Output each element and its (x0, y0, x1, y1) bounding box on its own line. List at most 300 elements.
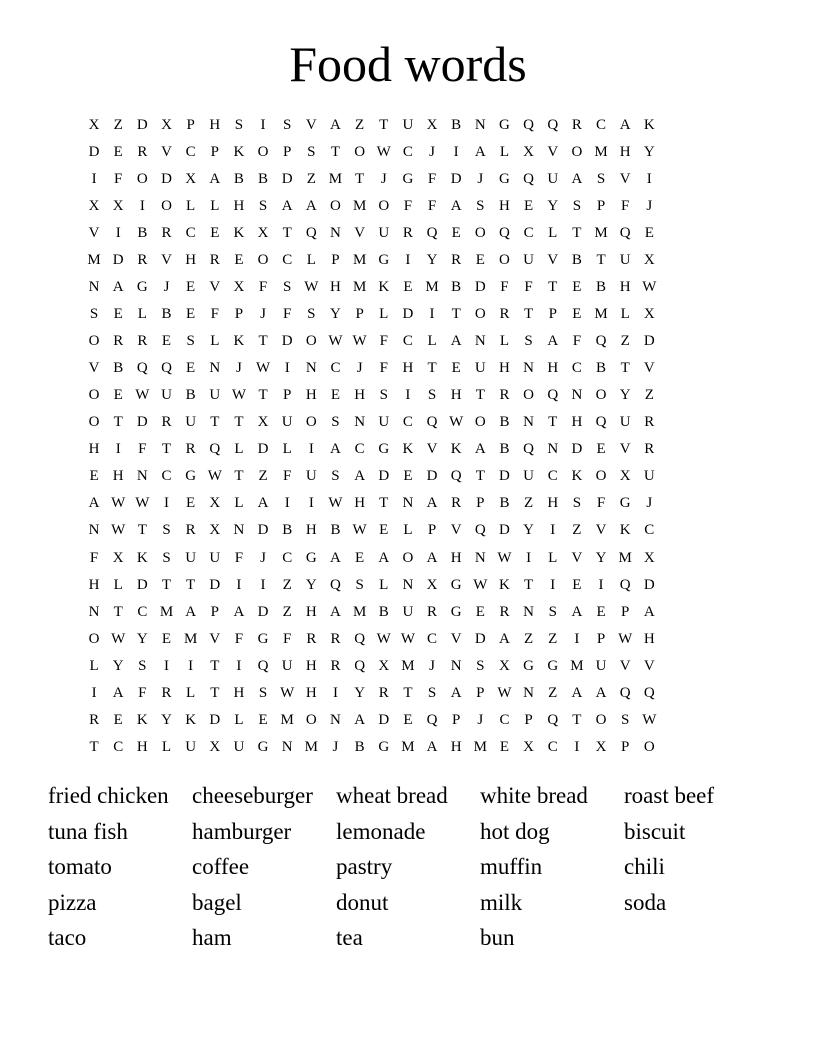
grid-letter: A (354, 711, 366, 728)
grid-letter: Q (257, 657, 269, 674)
grid-letter: Q (426, 711, 438, 728)
grid-letter: H (499, 198, 510, 215)
grid-letter: R (137, 144, 148, 161)
grid-letter: T (379, 495, 389, 512)
grid-letter: T (210, 684, 220, 701)
grid-letter: X (643, 549, 655, 566)
grid-letter: A (233, 603, 245, 620)
grid-letter: D (450, 171, 462, 188)
grid-letter: X (88, 117, 100, 134)
grid-letter: R (185, 441, 196, 458)
grid-letter: D (281, 171, 293, 188)
grid-letter: M (87, 252, 101, 269)
grid-letter: P (210, 603, 219, 620)
grid-letter: E (379, 522, 389, 539)
grid-letter: Q (136, 360, 148, 377)
grid-letter: P (476, 495, 485, 512)
grid-letter: Z (548, 684, 558, 701)
grid-letter: Q (619, 225, 631, 242)
grid-letter: C (330, 360, 341, 377)
grid-letter: A (112, 684, 124, 701)
grid-letter: F (427, 198, 437, 215)
grid-letter: A (450, 198, 462, 215)
grid-letter: B (161, 306, 172, 323)
grid-letter: S (331, 414, 340, 431)
grid-letter: Q (523, 117, 535, 134)
grid-letter: A (595, 684, 607, 701)
grid-letter: S (258, 198, 268, 215)
grid-letter: T (524, 576, 534, 593)
grid-letter: D (281, 333, 293, 350)
grid-letter: N (523, 360, 535, 377)
grid-letter: J (356, 360, 363, 377)
grid-letter: O (257, 252, 269, 269)
grid-letter: G (257, 630, 269, 647)
grid-letter: Y (112, 657, 124, 674)
grid-letter: X (112, 549, 124, 566)
grid-letter: H (571, 414, 583, 431)
grid-letter: C (113, 738, 124, 755)
grid-letter: B (233, 171, 244, 188)
grid-letter: B (451, 279, 462, 296)
grid-letter: K (643, 117, 655, 134)
grid-letter: V (595, 522, 607, 539)
grid-letter: E (403, 279, 413, 296)
grid-letter: W (352, 522, 367, 539)
grid-letter: H (233, 198, 245, 215)
grid-letter: C (402, 144, 413, 161)
grid-letter: P (620, 603, 630, 620)
grid-letter: A (330, 549, 341, 566)
grid-letter: F (379, 333, 388, 350)
grid-letter: E (113, 711, 123, 728)
grid-letter: A (474, 441, 486, 458)
grid-letter: O (88, 414, 100, 431)
grid-letter: H (88, 441, 100, 458)
grid-letter: C (596, 117, 607, 134)
grid-letter: W (352, 333, 367, 350)
grid-letter: T (161, 441, 172, 458)
word-bank-item: fried chicken (48, 783, 169, 808)
grid-letter: D (474, 279, 486, 296)
grid-letter: N (474, 117, 486, 134)
grid-letter: D (402, 306, 414, 323)
grid-letter: G (547, 657, 559, 674)
grid-letter: H (305, 657, 317, 674)
grid-letter: A (619, 117, 631, 134)
grid-letter: S (427, 387, 437, 404)
grid-letter: Q (499, 225, 510, 242)
grid-letter: I (91, 684, 97, 701)
grid-letter: Q (547, 387, 559, 404)
grid-letter: W (376, 630, 391, 647)
grid-row (82, 301, 734, 328)
grid-letter: O (402, 549, 414, 566)
grid-letter: P (355, 306, 364, 323)
grid-letter: V (619, 171, 631, 188)
grid-letter: N (209, 360, 221, 377)
grid-letter: M (570, 657, 584, 674)
grid-letter: I (139, 198, 145, 215)
grid-letter: A (571, 684, 583, 701)
grid-letter: L (548, 225, 558, 242)
grid-letter: V (450, 522, 462, 539)
grid-letter: W (304, 279, 319, 296)
grid-letter: M (352, 603, 367, 620)
grid-letter: W (135, 495, 150, 512)
grid-letter: S (307, 306, 316, 323)
grid-letter: E (451, 225, 461, 242)
grid-letter: X (112, 198, 124, 215)
grid-letter: R (427, 603, 438, 620)
grid-letter: J (477, 171, 484, 188)
grid-letter: S (283, 117, 292, 134)
grid-letter: J (429, 144, 435, 161)
grid-letter: R (644, 441, 655, 458)
grid-letter: R (451, 252, 462, 269)
grid-letter: F (620, 198, 630, 215)
grid-letter: R (137, 252, 148, 269)
grid-letter: V (161, 144, 172, 161)
grid-letter: J (332, 738, 339, 755)
grid-letter: U (595, 657, 607, 674)
grid-letter: F (524, 279, 533, 296)
grid-letter: Y (426, 252, 438, 269)
grid-letter: U (185, 738, 197, 755)
grid-letter: X (209, 738, 221, 755)
grid-letter: U (305, 468, 317, 485)
grid-letter: U (619, 252, 631, 269)
grid-row (82, 599, 734, 626)
grid-letter: Q (330, 576, 341, 593)
grid-letter: B (282, 522, 293, 539)
grid-letter: P (476, 684, 485, 701)
grid-letter: T (258, 387, 268, 404)
grid-letter: N (281, 738, 293, 755)
grid-letter: I (550, 576, 556, 593)
grid-letter: G (523, 657, 535, 674)
grid-letter: V (547, 144, 559, 161)
grid-letter: R (402, 225, 413, 242)
grid-letter: V (209, 630, 221, 647)
grid-letter: N (330, 711, 341, 728)
grid-letter: R (330, 657, 341, 674)
grid-letter: S (307, 144, 316, 161)
grid-letter: O (136, 171, 148, 188)
grid-letter: I (260, 576, 266, 593)
word-bank-item: coffee (192, 854, 250, 880)
grid-letter: I (308, 495, 314, 512)
grid-letter: T (572, 225, 582, 242)
grid-letter: Z (306, 171, 316, 188)
grid-letter: T (282, 225, 292, 242)
grid-letter: G (619, 495, 631, 512)
grid-letter: K (136, 549, 148, 566)
grid-letter: I (598, 576, 604, 593)
word-bank-item: milk (480, 889, 523, 915)
grid-letter: E (475, 252, 485, 269)
grid-letter: P (596, 198, 606, 215)
grid-letter: S (476, 657, 485, 674)
word-bank-item: pizza (48, 889, 97, 915)
grid-letter: T (548, 414, 558, 431)
grid-letter: M (328, 171, 343, 188)
grid-letter: K (233, 333, 245, 350)
grid-letter: Y (136, 630, 148, 647)
grid-letter: D (88, 144, 100, 161)
grid-letter: T (330, 144, 341, 161)
grid-letter: R (571, 117, 582, 134)
grid-letter: K (233, 144, 245, 161)
grid-letter: V (643, 657, 655, 674)
grid-letter: M (594, 144, 608, 161)
grid-letter: Q (354, 657, 366, 674)
grid-letter: S (162, 522, 171, 539)
grid-letter: K (136, 711, 148, 728)
grid-letter: C (137, 603, 148, 620)
word-bank-item: tuna fish (48, 818, 128, 844)
grid-letter: M (401, 738, 415, 755)
grid-letter: Q (354, 630, 366, 647)
grid-letter: V (643, 360, 655, 377)
grid-letter: R (137, 333, 148, 350)
grid-letter: A (426, 549, 438, 566)
grid-letter: G (450, 576, 462, 593)
grid-letter: Z (282, 603, 292, 620)
grid-letter: K (402, 441, 414, 458)
grid-letter: R (306, 630, 317, 647)
grid-letter: N (474, 333, 486, 350)
grid-letter: F (500, 279, 509, 296)
grid-letter: C (499, 711, 510, 728)
grid-letter: H (450, 549, 462, 566)
grid-letter: H (112, 468, 124, 485)
grid-letter: W (207, 468, 222, 485)
grid-letter: B (354, 738, 365, 755)
grid-letter: K (450, 441, 462, 458)
grid-letter: Q (547, 711, 559, 728)
grid-letter: S (476, 198, 485, 215)
grid-letter: L (137, 306, 147, 323)
grid-letter: I (284, 495, 290, 512)
grid-letter: C (427, 630, 438, 647)
grid-letter: F (283, 630, 292, 647)
grid-letter: F (138, 441, 147, 458)
grid-letter: J (235, 360, 242, 377)
grid-letter: H (450, 738, 462, 755)
word-bank-item: lemonade (336, 818, 426, 844)
grid-letter: B (378, 603, 389, 620)
grid-letter: S (355, 576, 364, 593)
grid-letter: G (185, 468, 197, 485)
grid-letter: U (547, 171, 559, 188)
grid-letter: E (475, 603, 485, 620)
grid-row (82, 112, 734, 139)
grid-letter: O (595, 468, 607, 485)
grid-letter: M (352, 252, 367, 269)
grid-letter: X (619, 468, 631, 485)
grid-letter: B (596, 279, 607, 296)
grid-letter: M (618, 549, 632, 566)
grid-row (82, 220, 734, 247)
grid-letter: Q (450, 468, 462, 485)
grid-letter: N (233, 522, 245, 539)
grid-letter: B (499, 414, 510, 431)
grid-letter: Q (474, 522, 486, 539)
grid-letter: A (185, 603, 197, 620)
grid-letter: D (426, 468, 438, 485)
grid-letter: D (499, 522, 510, 539)
grid-letter: A (450, 333, 462, 350)
grid-letter: Z (524, 495, 534, 512)
grid-letter: E (596, 441, 606, 458)
grid-letter: E (186, 279, 196, 296)
grid-letter: U (378, 414, 390, 431)
grid-letter: E (403, 711, 413, 728)
grid-letter: V (88, 360, 100, 377)
word-bank-item: hamburger (192, 818, 292, 844)
grid-letter: W (328, 333, 343, 350)
grid-letter: I (646, 171, 652, 188)
grid-letter: W (497, 549, 512, 566)
grid-letter: R (89, 711, 100, 728)
grid-letter: T (403, 684, 413, 701)
grid-letter: O (161, 198, 172, 215)
grid-letter: K (185, 711, 197, 728)
grid-letter: S (89, 306, 99, 323)
grid-letter: N (88, 522, 100, 539)
grid-letter: Y (523, 522, 535, 539)
grid-letter: M (352, 198, 367, 215)
grid-letter: I (429, 306, 435, 323)
grid-letter: Z (113, 117, 123, 134)
grid-letter: R (209, 252, 220, 269)
grid-letter: W (400, 630, 415, 647)
grid-letter: Z (572, 522, 582, 539)
grid-letter: T (113, 414, 123, 431)
grid-letter: X (523, 144, 535, 161)
grid-letter: S (138, 657, 147, 674)
grid-letter: D (209, 711, 221, 728)
grid-letter: Y (619, 387, 631, 404)
grid-letter: S (548, 603, 557, 620)
grid-letter: E (186, 495, 196, 512)
grid-letter: V (305, 117, 317, 134)
grid-letter: D (257, 603, 269, 620)
grid-letter: C (185, 225, 196, 242)
grid-letter: G (136, 279, 148, 296)
grid-letter: U (402, 117, 414, 134)
grid-row (82, 517, 734, 544)
grid-letter: V (209, 279, 221, 296)
grid-letter: X (209, 522, 221, 539)
grid-letter: U (378, 225, 390, 242)
grid-letter: V (619, 657, 631, 674)
grid-letter: V (88, 225, 100, 242)
word-bank-item: hot dog (480, 818, 550, 844)
grid-letter: T (355, 171, 365, 188)
grid-letter: Q (619, 684, 631, 701)
grid-letter: T (620, 360, 630, 377)
grid-letter: N (571, 387, 583, 404)
grid-letter: O (88, 387, 100, 404)
grid-letter: L (161, 738, 172, 755)
grid-letter: H (499, 360, 510, 377)
grid-letter: D (112, 252, 124, 269)
grid-letter: P (524, 711, 533, 728)
grid-letter: D (257, 441, 269, 458)
grid-letter: H (88, 576, 100, 593)
grid-letter: I (284, 360, 290, 377)
word-bank-item: ham (192, 925, 232, 951)
grid-letter: P (596, 630, 606, 647)
word-bank-item: bun (480, 925, 515, 951)
grid-letter: E (451, 360, 461, 377)
grid-letter: H (209, 117, 221, 134)
grid-letter: H (547, 495, 559, 512)
grid-letter: E (113, 144, 123, 161)
grid-letter: Q (523, 171, 535, 188)
grid-letter: A (330, 441, 341, 458)
grid-letter: P (452, 711, 461, 728)
grid-letter: Q (619, 576, 631, 593)
grid-letter: Q (426, 414, 438, 431)
page-title: Food words (289, 36, 527, 92)
grid-letter: N (547, 441, 559, 458)
grid-letter: O (474, 414, 486, 431)
grid-letter: B (185, 387, 196, 404)
grid-letter: D (161, 171, 172, 188)
grid-letter: C (644, 522, 655, 539)
grid-letter: I (236, 657, 242, 674)
grid-letter: F (210, 306, 219, 323)
grid-letter: L (234, 495, 244, 512)
grid-letter: U (209, 549, 221, 566)
grid-letter: T (548, 279, 558, 296)
grid-letter: Z (620, 333, 630, 350)
grid-letter: O (305, 333, 317, 350)
grid-row (82, 680, 734, 707)
grid-letter: T (475, 468, 485, 485)
grid-letter: Y (547, 198, 559, 215)
grid-letter: J (260, 306, 266, 323)
grid-letter: G (378, 441, 390, 458)
grid-letter: A (257, 495, 269, 512)
grid-letter: C (185, 144, 196, 161)
grid-letter: O (354, 144, 366, 161)
grid-row (82, 139, 734, 166)
grid-letter: N (88, 279, 100, 296)
grid-letter: A (571, 603, 583, 620)
grid-letter: S (524, 333, 533, 350)
grid-letter: L (234, 441, 244, 458)
grid-letter: E (258, 711, 268, 728)
grid-letter: A (571, 171, 583, 188)
grid-letter: O (523, 387, 535, 404)
grid-letter: I (574, 630, 580, 647)
grid-letter: U (209, 387, 221, 404)
grid-letter: H (185, 252, 197, 269)
grid-letter: C (523, 225, 534, 242)
grid-letter: J (163, 279, 170, 296)
grid-letter: E (113, 387, 123, 404)
grid-letter: A (305, 198, 317, 215)
grid-letter: H (354, 495, 366, 512)
grid-letter: B (596, 360, 607, 377)
grid-letter: A (450, 684, 462, 701)
grid-letter: A (643, 603, 655, 620)
grid-letter: T (258, 333, 268, 350)
